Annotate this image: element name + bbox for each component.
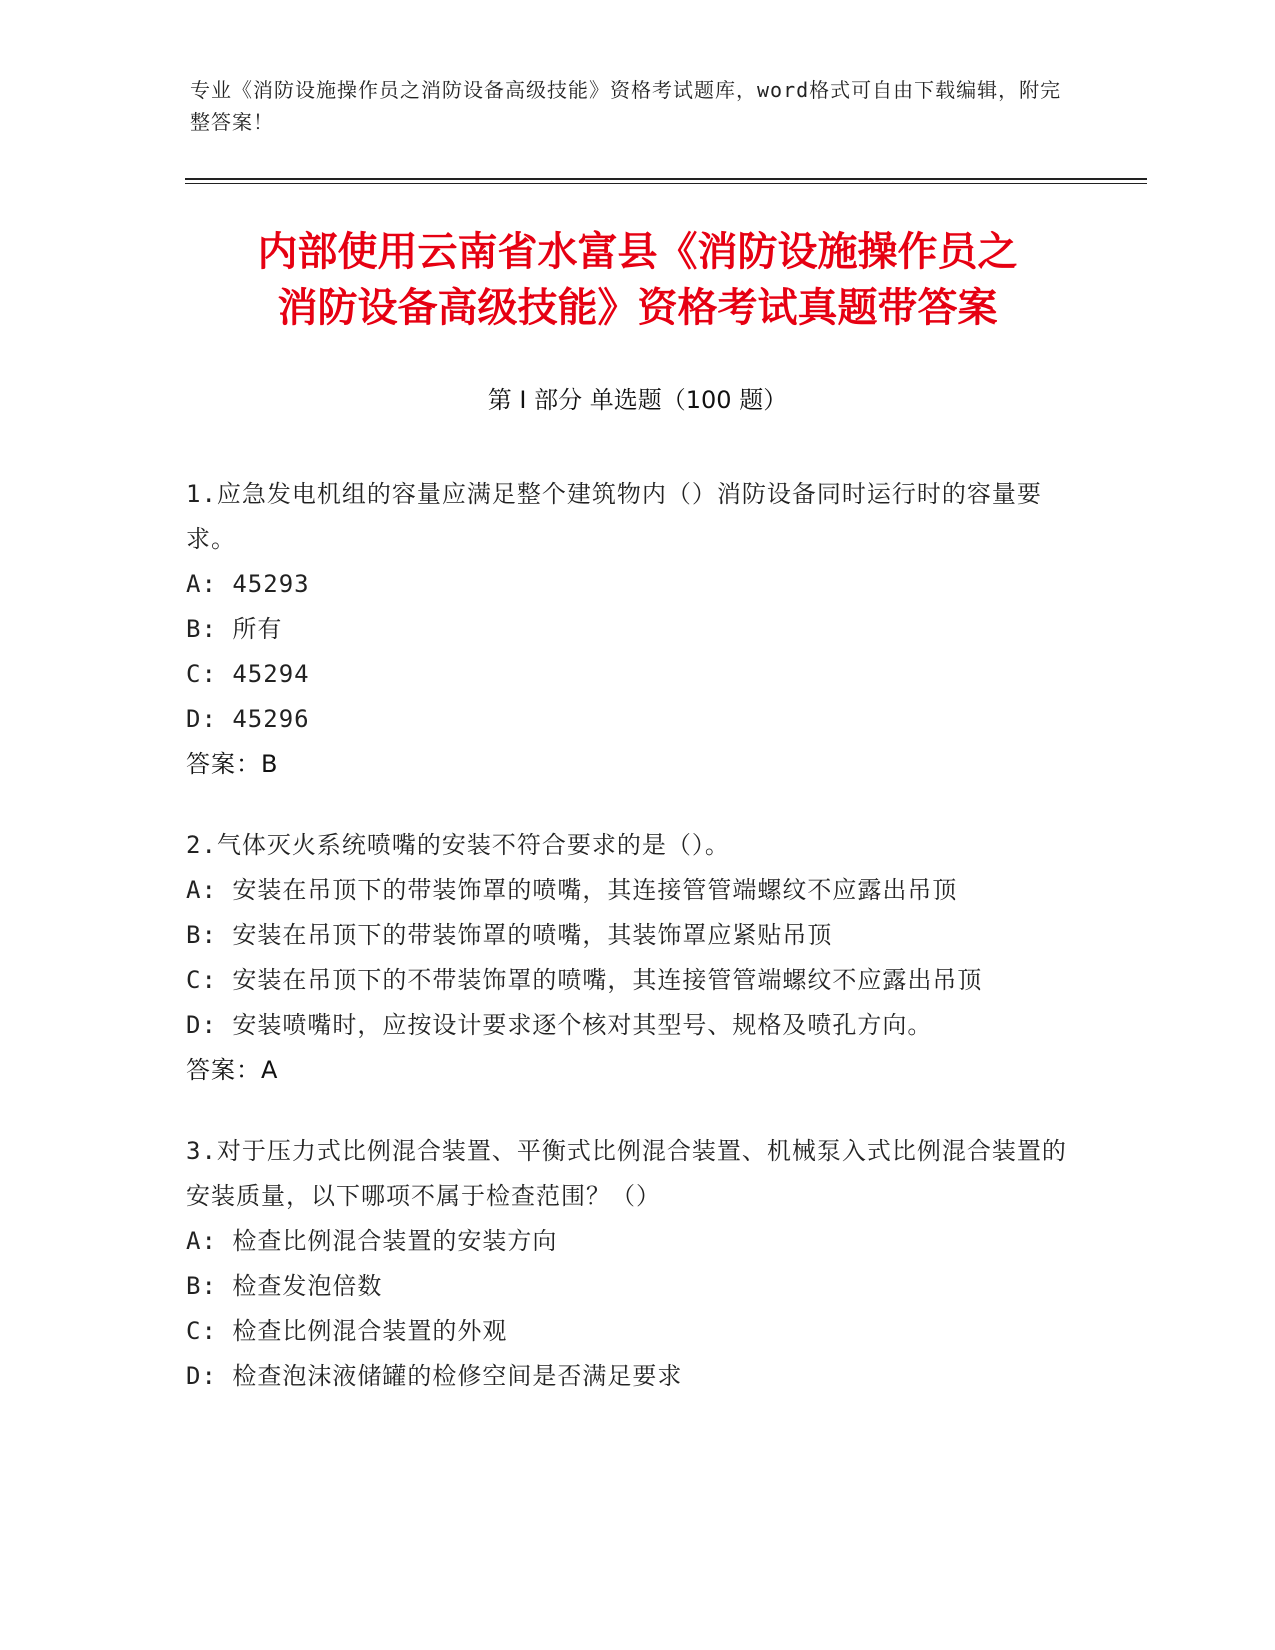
option-d: D: 安装喷嘴时，应按设计要求逐个核对其型号、规格及喷孔方向。 [186, 1011, 933, 1039]
question-stem: 2.气体灭火系统喷嘴的安装不符合要求的是（）。 [186, 831, 730, 859]
option-b: B: 安装在吊顶下的带装饰罩的喷嘴，其装饰罩应紧贴吊顶 [186, 921, 833, 949]
option-b: B: 检查发泡倍数 [186, 1272, 383, 1300]
title-line-1: 内部使用云南省水富县《消防设施操作员之 [257, 229, 1018, 275]
option-d: D: 检查泡沫液储罐的检修空间是否满足要求 [186, 1362, 683, 1390]
option-c: C: 45294 [186, 660, 310, 688]
option-c: C: 安装在吊顶下的不带装饰罩的喷嘴，其连接管管端螺纹不应露出吊顶 [186, 966, 983, 994]
question-list [186, 472, 1076, 1435]
option-a: A: 检查比例混合装置的安装方向 [186, 1227, 558, 1255]
header-rule-thick [185, 178, 1147, 180]
option-a: A: 45293 [186, 570, 310, 598]
header-rule-thin [185, 183, 1147, 184]
option-a: A: 安装在吊顶下的带装饰罩的喷嘴，其连接管管端螺纹不应露出吊顶 [186, 876, 958, 904]
answer-line: 答案：A [186, 1056, 279, 1084]
question-1 [186, 472, 1076, 787]
answer-line: 答案：B [186, 750, 279, 778]
title-line-2: 消防设备高级技能》资格考试真题带答案 [277, 285, 998, 331]
question-2 [186, 823, 1076, 1093]
header-note: 专业《消防设施操作员之消防设备高级技能》资格考试题库，word格式可自由下载编辑，附完整答案！ [190, 78, 1062, 134]
question-stem: 3.对于压力式比例混合装置、平衡式比例混合装置、机械泵入式比例混合装置的安装质量，以下哪项不属于检查范围？（） [186, 1137, 1067, 1210]
section-heading: 第 I 部分 单选题（100 题） [487, 386, 788, 414]
option-c: C: 检查比例混合装置的外观 [186, 1317, 508, 1345]
option-b: B: 所有 [186, 615, 283, 643]
option-d: D: 45296 [186, 705, 310, 733]
question-stem: 1.应急发电机组的容量应满足整个建筑物内（）消防设备同时运行时的容量要求。 [186, 480, 1042, 553]
document-title [140, 224, 1135, 336]
question-3 [186, 1129, 1076, 1399]
